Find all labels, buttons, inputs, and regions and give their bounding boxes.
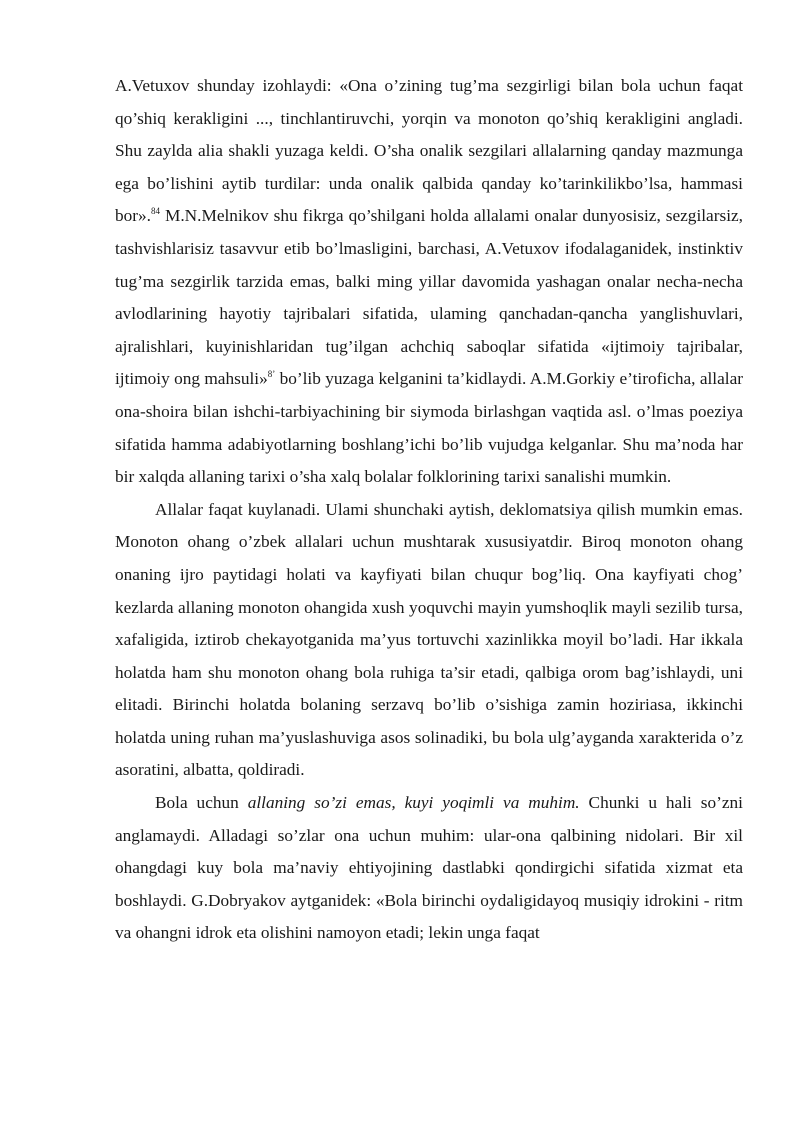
paragraph-1-text-b: M.N.Melnikov shu fikrga qo’shilgani holda allalami onalar dunyosisiz, sezgilarsiz, tashvishlarisiz tasavvur etib bo’lmasligini, barchasi, A.Vetuxov ifodalaganidek, instinktiv tug’ma sezgirlik tarzida emas, balki ming yillar davomida yashagan onalar necha-necha avlodlarining hayotiy tajribalari sifatida, ulaming qanchadan-qancha yanglishuvlari, ajralishlari, kuyinishlaridan tug’ilgan achchiq saboqlar sifatida «ijtimoiy tajribalar, ijtimoiy ong mahsuli» <box>115 206 743 389</box>
paragraph-monoton-ohang <box>115 494 743 787</box>
paragraph-bola-uchun <box>115 787 743 950</box>
paragraph-vetuxov-melnikov <box>115 70 743 494</box>
paragraph-3-emphasis: allaning so’zi emas, kuyi yoqimli va muhim. <box>247 793 580 813</box>
paragraph-1-text-a: A.Vetuxov shunday izohlaydi: «Ona o’zining tug’ma sezgirligi bilan bola uchun faqat qo’shiq kerakligini ..., tinchlantiruvchi, yorqin va monoton qo’shiq kerakligini angladi. Shu zaylda alia shakli yuzaga keldi. O’sha onalik sezgilari allalarning qanday mazmunga ega bo’lishini aytib turdilar: unda onalik qalbida qanday ko’tarinkilikbo’lsa, hammasi bor». <box>115 76 743 226</box>
paragraph-2-text: Allalar faqat kuylanadi. Ulami shunchaki aytish, deklomatsiya qilish mumkin emas. Monoton ohang o’zbek allalari uchun mushtarak xususiyatdir. Biroq monoton ohang onaning ijro paytidagi holati va kayfiyati bilan chuqur bog’liq. Ona kayfiyati chog’ kezlarda allaning monoton ohangida xush yoquvchi mayin yumshoqlik mayli sezilib tursa, xafaligida, iztirob chekayotganida ma’yus tortuvchi xazinlikka moyil bo’ladi. Har ikkala holatda ham shu monoton ohang bola ruhiga ta’sir etadi, qalbiga orom bag’ishlaydi, uni elitadi. Birinchi holatda bolaning serzavq bo’lib o’sishiga zamin hoziriasa, ikkinchi holatda uning ruhan ma’yuslashuviga asos solinadiki, bu bola ulg’ayganda xarakterida o’z asoratini, albatta, qoldiradi. <box>115 499 743 780</box>
paragraph-3-text-b: Chunki u hali so’zni anglamaydi. Alladagi so’zlar ona uchun muhim: ular-ona qalbining nidolari. Bir xil ohangdagi kuy bola ma’naviy ehtiyojining dastlabki qondirgichi sifatida xizmat eta boshlaydi. G.Dobryakov aytganidek: «Bola birinchi oydaligidayoq musiqiy idrokini - ritm va ohangni idrok eta olishini namoyon etadi; lekin unga faqat <box>115 793 743 943</box>
paragraph-3-text-a: Bola uchun <box>155 793 248 813</box>
footnote-ref-85[interactable]: 8’ <box>267 369 276 380</box>
footnote-ref-84[interactable]: 84 <box>151 206 160 217</box>
paragraph-1-text-c: bo’lib yuzaga kelganini ta’kidlaydi. A.M.Gorkiy e’tiroficha, allalar ona-shoira bilan ishchi-tarbiyachining bir siymoda birlashgan vaqtida asl. o’lmas poeziya sifatida hamma adabiyotlarning boshlang’ichi bo’lib vujudga kelganlar. Shu ma’noda har bir xalqda allaning tarixi o’sha xalq bolalar folklorining tarixi sanalishi mumkin. <box>115 369 743 487</box>
